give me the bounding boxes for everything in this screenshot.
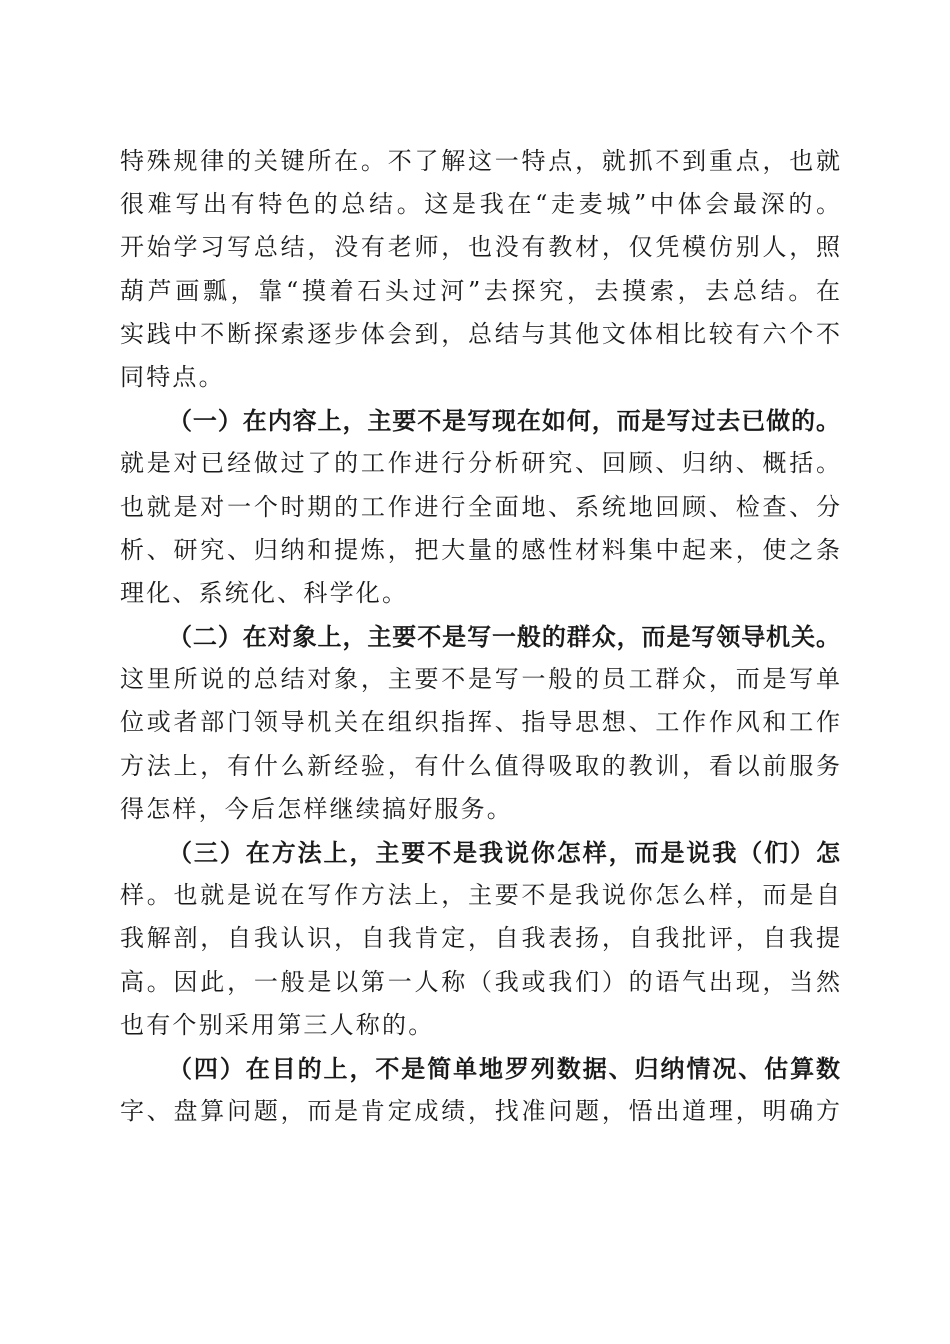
paragraph-line: 得怎样，今后怎样继续搞好服务。 [120,794,513,823]
paragraph-line: 开始学习写总结，没有老师，也没有教材，仅凭模仿别人，照 [120,233,840,262]
paragraph-line: 特殊规律的关键所在。不了解这一特点，就抓不到重点，也就 [120,147,840,175]
paragraph-line: 葫芦画瓢，靠“摸着石头过河”去探究，去摸索，去总结。在 [120,276,840,305]
paragraph-line: 字、盘算问题，而是肯定成绩，找准问题，悟出道理，明确方 [120,1097,840,1126]
paragraph-line: 也就是对一个时期的工作进行全面地、系统地回顾、检查、分 [120,492,840,521]
paragraph-line: 理化、系统化、科学化。 [120,578,409,607]
paragraph-line: 就是对已经做过了的工作进行分析研究、回顾、归纳、概括。 [120,449,840,478]
section-heading-2: （二）在对象上，主要不是写一般的群众，而是写领导机关。 [168,622,840,652]
paragraph-line: 位或者部门领导机关在组织指挥、指导思想、工作作风和工作 [120,708,840,737]
paragraph-line: 高。因此，一般是以第一人称（我或我们）的语气出现，当然 [120,967,840,996]
paragraph-line: 我解剖，自我认识，自我肯定，自我表扬，自我批评，自我提 [120,924,840,953]
paragraph-line: 这里所说的总结对象，主要不是写一般的员工群众，而是写单 [120,665,840,694]
paragraph-line: 也有个别采用第三人称的。 [120,1010,435,1039]
paragraph-line: 很难写出有特色的总结。这是我在“走麦城”中体会最深的。 [120,190,840,219]
paragraph-line: 实践中不断探索逐步体会到，总结与其他文体相比较有六个不 [120,319,840,348]
paragraph-line: 同特点。 [120,362,225,391]
section-heading-1: （一）在内容上，主要不是写现在如何，而是写过去已做的。 [168,406,840,436]
paragraph-line: 样。也就是说在写作方法上，主要不是我说你怎么样，而是自 [120,881,840,910]
document-body [120,140,840,1133]
paragraph-line: 方法上，有什么新经验，有什么值得吸取的教训，看以前服务 [120,751,840,780]
paragraph-line: 析、研究、归纳和提炼，把大量的感性材料集中起来，使之条 [120,535,840,564]
section-heading-3: （三）在方法上，主要不是我说你怎样，而是说我（们）怎 [168,838,840,867]
section-heading-4: （四）在目的上，不是简单地罗列数据、归纳情况、估算数 [168,1053,840,1083]
